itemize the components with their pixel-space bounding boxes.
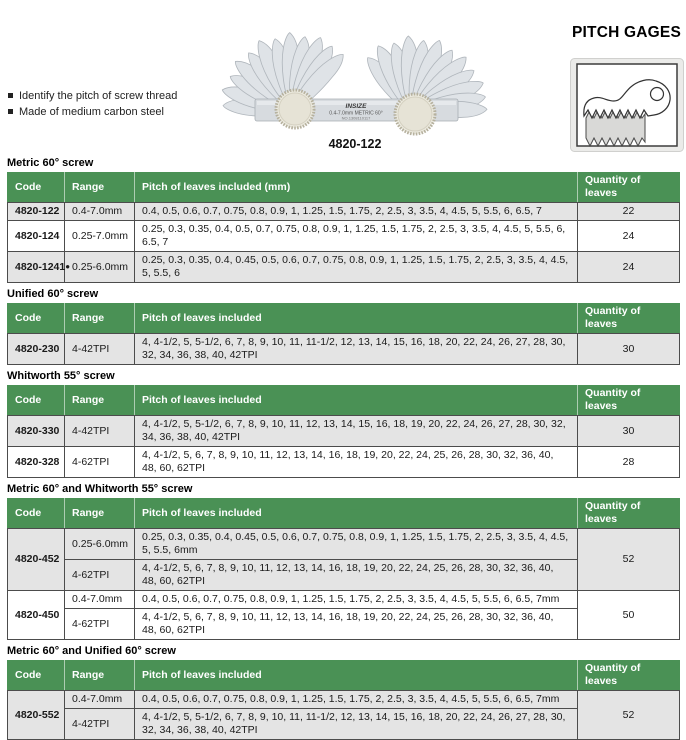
table-body <box>8 334 680 365</box>
quantity-cell: 24 <box>578 221 680 252</box>
range-cell: 0.4-7.0mm <box>65 591 135 609</box>
code-cell: 4820-122 <box>8 203 65 221</box>
column-header: Pitch of leaves included (mm) <box>135 172 578 203</box>
feature-text: Made of medium carbon steel <box>19 106 164 118</box>
section-heading: Metric 60° and Unified 60° screw <box>7 645 176 657</box>
pitch-gauge-photo <box>200 8 515 136</box>
table-row <box>8 416 680 447</box>
column-header: Range <box>65 172 135 203</box>
table-row <box>8 203 680 221</box>
quantity-cell: 28 <box>578 447 680 478</box>
quantity-cell: 50 <box>578 591 680 640</box>
code-cell: 4820-552 <box>8 691 65 740</box>
table-row <box>8 252 680 283</box>
header-row <box>8 385 680 416</box>
table-head <box>8 498 680 529</box>
pitch-cell: 0.4, 0.5, 0.6, 0.7, 0.75, 0.8, 0.9, 1, 1.25, 1.5, 1.75, 2, 2.5, 3, 3.5, 4, 4.5, 5, 5.5, 6, 6.5, 7 <box>135 203 578 221</box>
range-cell: 0.25-6.0mm <box>65 529 135 560</box>
spec-table <box>7 303 680 365</box>
knurled-knob <box>276 90 314 128</box>
range-cell: 0.4-7.0mm <box>65 691 135 709</box>
column-header: Quantity of leaves <box>578 172 680 203</box>
header-row <box>8 172 680 203</box>
spec-table <box>7 660 680 740</box>
spec-table <box>7 385 680 478</box>
table-row <box>8 529 680 560</box>
code-cell: 4820-450 <box>8 591 65 640</box>
column-header: Quantity of leaves <box>578 660 680 691</box>
code-cell: 4820-330 <box>8 416 65 447</box>
section-heading: Metric 60° and Whitworth 55° screw <box>7 483 193 495</box>
page-title: PITCH GAGES <box>572 24 681 41</box>
pitch-cell: 0.25, 0.3, 0.35, 0.4, 0.5, 0.7, 0.75, 0.8, 0.9, 1, 1.25, 1.5, 1.75, 2, 2.5, 3, 3.5, 4, 4.5, 5, 5.5, 6, 6.5, 7 <box>135 221 578 252</box>
quantity-cell: 24 <box>578 252 680 283</box>
spec-table <box>7 172 680 283</box>
section-heading: Unified 60° screw <box>7 288 99 300</box>
feature-text: Identify the pitch of screw thread <box>19 90 178 102</box>
code-cell: 4820-230 <box>8 334 65 365</box>
range-cell: 4-62TPI <box>65 447 135 478</box>
table-head <box>8 303 680 334</box>
page-header <box>0 0 686 152</box>
pitch-cell: 0.25, 0.3, 0.35, 0.4, 0.45, 0.5, 0.6, 0.7, 0.75, 0.8, 0.9, 1, 1.25, 1.5, 1.75, 2, 2.5, 3, 3.5, 4, 4.5, 5, 5.5, 6mm <box>135 529 578 560</box>
pitch-cell: 4, 4-1/2, 5, 6, 7, 8, 9, 10, 11, 12, 13, 14, 16, 18, 19, 20, 22, 24, 25, 26, 28, 30, 32, 36, 40, 48, 60, 62TPI <box>135 609 578 640</box>
range-cell: 4-42TPI <box>65 334 135 365</box>
spec-table <box>7 498 680 640</box>
brand-marking: INSIZE <box>345 103 367 110</box>
column-header: Pitch of leaves included <box>135 498 578 529</box>
column-header: Pitch of leaves included <box>135 385 578 416</box>
table-row <box>8 447 680 478</box>
pitch-cell: 4, 4-1/2, 5, 5-1/2, 6, 7, 8, 9, 10, 11, 11-1/2, 12, 13, 14, 15, 16, 18, 20, 22, 24, 26, 27, 28, 30, 32, 34, 36, 38, 40, 42TPI <box>135 709 578 740</box>
section-heading: Whitworth 55° screw <box>7 370 115 382</box>
column-header: Quantity of leaves <box>578 498 680 529</box>
header-row <box>8 303 680 334</box>
feature-item <box>8 104 177 120</box>
quantity-cell: 30 <box>578 334 680 365</box>
column-header: Range <box>65 303 135 334</box>
code-cell: 4820-452 <box>8 529 65 591</box>
new-product-dot-icon: ● <box>65 262 71 271</box>
column-header: Quantity of leaves <box>578 303 680 334</box>
quantity-cell: 22 <box>578 203 680 221</box>
thread-profile-diagram <box>570 58 684 152</box>
pitch-cell: 4, 4-1/2, 5, 6, 7, 8, 9, 10, 11, 12, 13, 14, 16, 18, 19, 20, 22, 24, 25, 26, 28, 30, 32, 36, 40, 48, 60, 62TPI <box>135 560 578 591</box>
range-cell: 4-42TPI <box>65 709 135 740</box>
table-row <box>8 591 680 609</box>
quantity-cell: 52 <box>578 529 680 591</box>
table-row <box>8 691 680 709</box>
square-bullet-icon <box>8 109 13 114</box>
range-marking: 0.4-7.0mm METRIC 60° <box>329 110 383 117</box>
range-cell: 0.25-6.0mm <box>65 252 135 283</box>
code-cell: 4820-124 <box>8 221 65 252</box>
column-header: Quantity of leaves <box>578 385 680 416</box>
table-row <box>8 221 680 252</box>
serial-marking: NO.1308110117 <box>341 115 371 121</box>
range-cell: 4-62TPI <box>65 609 135 640</box>
header-row <box>8 498 680 529</box>
feature-item <box>8 88 177 104</box>
column-header: Code <box>8 303 65 334</box>
pitch-cell: 0.4, 0.5, 0.6, 0.7, 0.75, 0.8, 0.9, 1, 1.25, 1.5, 1.75, 2, 2.5, 3, 3.5, 4, 4.5, 5, 5.5, 6, 6.5, 7mm <box>135 591 578 609</box>
quantity-cell: 30 <box>578 416 680 447</box>
table-row <box>8 334 680 365</box>
section-heading: Metric 60° screw <box>7 157 94 169</box>
table-head <box>8 172 680 203</box>
quantity-cell: 52 <box>578 691 680 740</box>
feature-list <box>8 88 177 120</box>
spec-tables-container <box>0 157 686 740</box>
column-header: Code <box>8 498 65 529</box>
column-header: Code <box>8 660 65 691</box>
pitch-cell: 4, 4-1/2, 5, 5-1/2, 6, 7, 8, 9, 10, 11, 11-1/2, 12, 13, 14, 15, 16, 18, 20, 22, 24, 26, 27, 28, 30, 32, 34, 36, 38, 40, 42TPI <box>135 334 578 365</box>
pitch-cell: 4, 4-1/2, 5, 6, 7, 8, 9, 10, 11, 12, 13, 14, 16, 18, 19, 20, 22, 24, 25, 26, 28, 30, 32, 36, 40, 48, 60, 62TPI <box>135 447 578 478</box>
column-header: Range <box>65 660 135 691</box>
range-cell: 0.4-7.0mm <box>65 203 135 221</box>
table-head <box>8 385 680 416</box>
knurled-knob <box>395 94 435 134</box>
column-header: Code <box>8 172 65 203</box>
pitch-cell: 0.25, 0.3, 0.35, 0.4, 0.45, 0.5, 0.6, 0.7, 0.75, 0.8, 0.9, 1, 1.25, 1.5, 1.75, 2, 2.5, 3, 3.5, 4, 4.5, 5, 5.5, 6 <box>135 252 578 283</box>
column-header: Range <box>65 498 135 529</box>
table-body <box>8 691 680 740</box>
square-bullet-icon <box>8 93 13 98</box>
pitch-cell: 0.4, 0.5, 0.6, 0.7, 0.75, 0.8, 0.9, 1, 1.25, 1.5, 1.75, 2, 2.5, 3, 3.5, 4, 4.5, 5, 5.5, 6, 6.5, 7mm <box>135 691 578 709</box>
column-header: Range <box>65 385 135 416</box>
table-body <box>8 529 680 640</box>
product-model-label: 4820-122 <box>328 137 382 151</box>
code-cell: 4820-1241● <box>8 252 65 283</box>
pitch-cell: 4, 4-1/2, 5, 5-1/2, 6, 7, 8, 9, 10, 11, 12, 13, 14, 15, 16, 18, 19, 20, 22, 24, 26, 27, 28, 30, 32, 34, 36, 38, 40, 42TPI <box>135 416 578 447</box>
column-header: Pitch of leaves included <box>135 303 578 334</box>
column-header: Code <box>8 385 65 416</box>
code-cell: 4820-328 <box>8 447 65 478</box>
range-cell: 0.25-7.0mm <box>65 221 135 252</box>
table-body <box>8 203 680 283</box>
range-cell: 4-42TPI <box>65 416 135 447</box>
range-cell: 4-62TPI <box>65 560 135 591</box>
table-body <box>8 416 680 478</box>
column-header: Pitch of leaves included <box>135 660 578 691</box>
